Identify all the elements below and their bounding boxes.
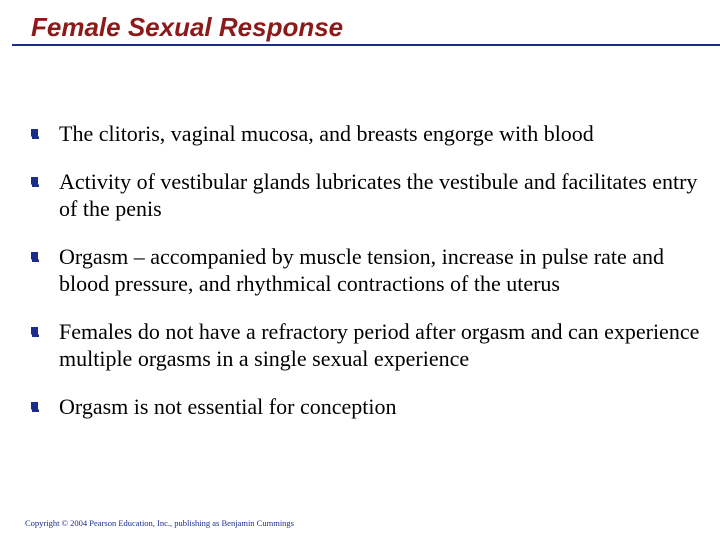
- bullet-list: [28, 120, 708, 420]
- bullet-item-3: [28, 243, 708, 297]
- bullet-text: Females do not have a refractory period after orgasm and can experience multiple orgasms in a single sexual experience: [59, 319, 700, 371]
- bullet-item-5: [28, 393, 708, 420]
- slide-title: Female Sexual Response: [31, 12, 344, 42]
- bullet-item-1: [28, 120, 708, 147]
- copyright-footer: Copyright © 2004 Pearson Education, Inc., publishing as Benjamin Cummings: [25, 518, 294, 528]
- bullet-text: Activity of vestibular glands lubricates the vestibule and facilitates entry of the penis: [59, 169, 698, 221]
- square-bullet-icon: [30, 401, 40, 413]
- square-bullet-icon: [30, 251, 40, 263]
- square-bullet-icon: [30, 326, 40, 338]
- bullet-text: Orgasm is not essential for conception: [59, 394, 397, 419]
- square-bullet-icon: [30, 176, 40, 188]
- bullet-item-2: [28, 168, 708, 222]
- bullet-text: Orgasm – accompanied by muscle tension, increase in pulse rate and blood pressure, and rhythmical contractions of the uterus: [59, 244, 665, 296]
- title-divider: [12, 44, 720, 46]
- bullet-item-4: [28, 318, 708, 372]
- square-bullet-icon: [30, 128, 40, 140]
- bullet-text: The clitoris, vaginal mucosa, and breasts engorge with blood: [59, 121, 594, 146]
